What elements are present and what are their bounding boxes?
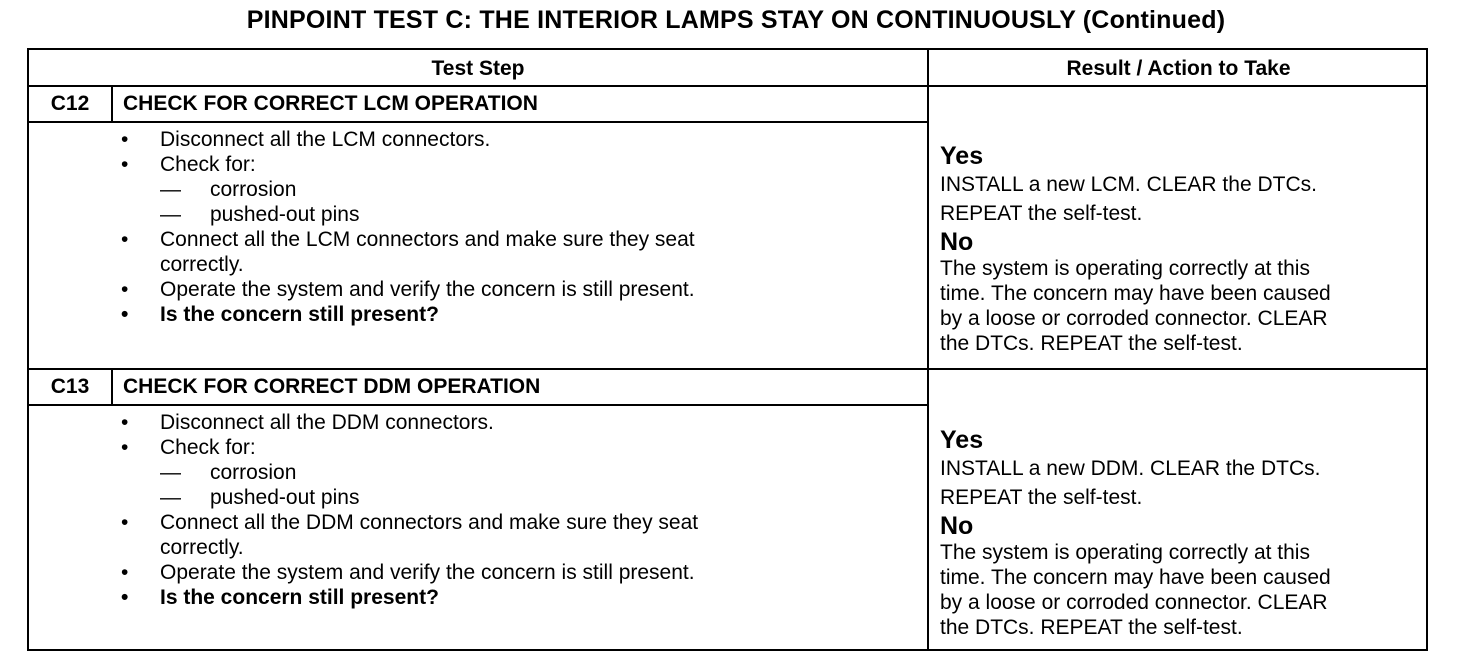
instruction-question: • Is the concern still present? bbox=[121, 303, 439, 326]
instruction-subitem: — corrosion bbox=[160, 178, 297, 201]
instruction-item: • Operate the system and verify the concern is still present. bbox=[121, 561, 695, 584]
instruction-item: • Connect all the LCM connectors and make sure they seat bbox=[121, 228, 695, 251]
no-action-line: the DTCs. REPEAT the self-test. bbox=[940, 616, 1243, 639]
step-title: CHECK FOR CORRECT LCM OPERATION bbox=[123, 92, 538, 115]
no-action-line: the DTCs. REPEAT the self-test. bbox=[940, 332, 1243, 355]
dash-icon: — bbox=[160, 178, 181, 201]
bullet-icon: • bbox=[121, 561, 129, 584]
header-result: Result / Action to Take bbox=[1066, 57, 1291, 80]
step-instructions bbox=[121, 127, 920, 327]
yes-label: Yes bbox=[940, 426, 984, 454]
instruction-subitem: — pushed-out pins bbox=[160, 486, 360, 509]
instruction-item: • Disconnect all the DDM connectors. bbox=[121, 411, 494, 434]
instruction-subitem: — pushed-out pins bbox=[160, 203, 360, 226]
dash-icon: — bbox=[160, 486, 181, 509]
bullet-icon: • bbox=[121, 586, 129, 609]
bullet-icon: • bbox=[121, 511, 129, 534]
yes-label: Yes bbox=[940, 142, 984, 170]
no-action-line: The system is operating correctly at this bbox=[940, 541, 1310, 564]
yes-action-line: REPEAT the self-test. bbox=[940, 486, 1143, 509]
step-result bbox=[940, 426, 1425, 640]
bullet-icon: • bbox=[121, 278, 129, 301]
step-id: C13 bbox=[50, 375, 90, 398]
instruction-item: • Check for: bbox=[121, 153, 256, 176]
bullet-icon: • bbox=[121, 436, 129, 459]
bullet-icon: • bbox=[121, 303, 129, 326]
instruction-continuation: correctly. bbox=[160, 536, 244, 559]
instruction-item: • Connect all the DDM connectors and make sure they seat bbox=[121, 511, 699, 534]
no-action-line: by a loose or corroded connector. CLEAR bbox=[940, 591, 1328, 614]
step-id-divider bbox=[111, 370, 113, 404]
no-label: No bbox=[940, 512, 974, 540]
yes-action-line: REPEAT the self-test. bbox=[940, 202, 1143, 225]
step-title: CHECK FOR CORRECT DDM OPERATION bbox=[123, 375, 541, 398]
dash-icon: — bbox=[160, 203, 181, 226]
no-label: No bbox=[940, 228, 974, 256]
step-id: C12 bbox=[50, 92, 90, 115]
instruction-subitem: — corrosion bbox=[160, 461, 297, 484]
step-title-divider bbox=[29, 121, 927, 123]
column-divider bbox=[927, 50, 929, 649]
page-title: PINPOINT TEST C: THE INTERIOR LAMPS STAY ON CONTINUOUSLY (Continued) bbox=[246, 6, 1226, 34]
dash-icon: — bbox=[160, 461, 181, 484]
bullet-icon: • bbox=[121, 128, 129, 151]
step-title-divider bbox=[29, 404, 927, 406]
no-action-line: The system is operating correctly at this bbox=[940, 257, 1310, 280]
yes-action-line: INSTALL a new DDM. CLEAR the DTCs. bbox=[940, 457, 1321, 480]
instruction-item: • Check for: bbox=[121, 436, 256, 459]
bullet-icon: • bbox=[121, 153, 129, 176]
no-action-line: by a loose or corroded connector. CLEAR bbox=[940, 307, 1328, 330]
header-test-step: Test Step bbox=[431, 57, 525, 80]
step-instructions bbox=[121, 410, 920, 610]
yes-action-line: INSTALL a new LCM. CLEAR the DTCs. bbox=[940, 173, 1317, 196]
instruction-continuation: correctly. bbox=[160, 253, 244, 276]
instruction-question: • Is the concern still present? bbox=[121, 586, 439, 609]
step-id-divider bbox=[111, 87, 113, 121]
instruction-item: • Operate the system and verify the concern is still present. bbox=[121, 278, 695, 301]
pinpoint-test-table bbox=[27, 48, 1428, 651]
bullet-icon: • bbox=[121, 411, 129, 434]
instruction-item: • Disconnect all the LCM connectors. bbox=[121, 128, 491, 151]
no-action-line: time. The concern may have been caused bbox=[940, 566, 1331, 589]
no-action-line: time. The concern may have been caused bbox=[940, 282, 1331, 305]
step-result bbox=[940, 142, 1425, 356]
bullet-icon: • bbox=[121, 228, 129, 251]
